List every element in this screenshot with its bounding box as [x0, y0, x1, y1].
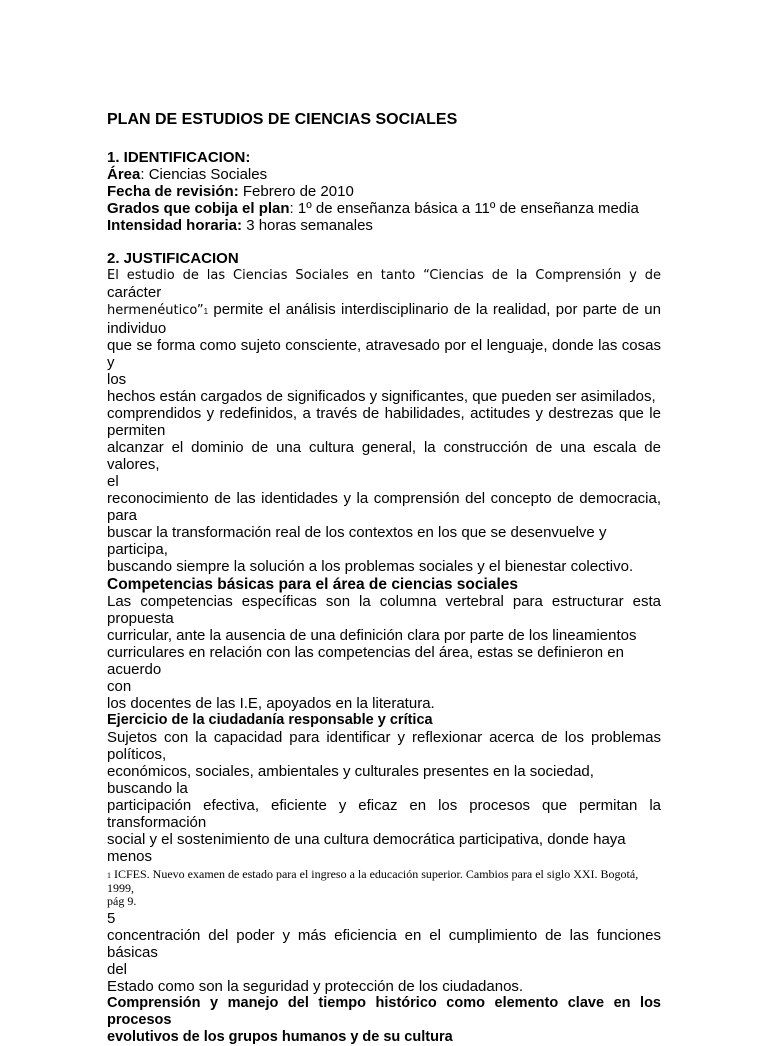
text-line: transformación: [107, 814, 207, 831]
text-line: permiten: [107, 422, 166, 439]
intensidad-value: 3 horas semanales: [242, 217, 373, 234]
fecha-label: Fecha de revisión:: [107, 183, 239, 200]
text-line: propuesta: [107, 610, 174, 627]
text-line: individuo: [107, 320, 167, 337]
text-line: los: [107, 371, 127, 388]
justification-heading: 2. JUSTIFICACION: [107, 250, 239, 267]
document-body: [107, 110, 661, 1046]
text-line: [107, 301, 661, 320]
justification-section: [107, 250, 661, 575]
text-fragment: permite el análisis interdisciplinario de la realidad, por parte de un: [208, 301, 661, 318]
footnote-line: [107, 868, 661, 882]
text-line: políticos,: [107, 746, 167, 763]
ejercicio-section: [107, 712, 661, 865]
text-line: el: [107, 473, 119, 490]
area-value: : Ciencias Sociales: [140, 166, 268, 183]
text-line: El estudio de las Ciencias Sociales en tanto “Ciencias de la Comprensión y de: [107, 268, 661, 283]
ejercicio-heading: Ejercicio de la ciudadanía responsable y crítica: [107, 712, 433, 728]
text-line: concentración del poder y más eficiencia en el cumplimiento de las funciones básicas: [107, 927, 661, 961]
identification-section: [107, 149, 661, 234]
footnote: [107, 868, 661, 908]
grados-value: : 1º de enseñanza básica a 11º de enseñanza media: [289, 200, 639, 217]
comprension-heading-line: evolutivos de los grupos humanos y de su cultura: [107, 1029, 453, 1045]
text-line: social y el sostenimiento de una cultura democrática participativa, donde haya menos: [107, 831, 626, 865]
fecha-value: Febrero de 2010: [238, 183, 354, 200]
grados-label: Grados que cobija el plan: [107, 200, 290, 217]
text-line: los docentes de las I.E, apoyados en la literatura.: [107, 695, 435, 712]
text-line: que se forma como sujeto consciente, atravesado por el lenguaje, donde las cosas y: [107, 337, 661, 371]
intensidad-line: [107, 217, 661, 234]
comprension-section: [107, 995, 661, 1046]
area-line: [107, 166, 661, 183]
text-line: económicos, sociales, ambientales y culturales presentes en la sociedad, buscando la: [107, 763, 594, 797]
area-label: Área: [107, 166, 141, 183]
text-line: buscando siempre la solución a los problemas sociales y el bienestar colectivo.: [107, 558, 634, 575]
document-title: PLAN DE ESTUDIOS DE CIENCIAS SOCIALES: [107, 111, 458, 128]
footnote-line: pág 9.: [107, 894, 137, 908]
continuation-section: [107, 927, 661, 995]
comprension-heading-line: Comprensión y manejo del tiempo histórico como elemento clave en los: [107, 995, 661, 1011]
text-line: carácter: [107, 284, 162, 301]
text-line: reconocimiento de las identidades y la comprensión del concepto de democracia, para: [107, 490, 661, 524]
footnote-ref: 1: [203, 307, 209, 316]
page-number: 5: [107, 910, 116, 927]
text-line: con: [107, 678, 132, 695]
text-line: hechos están cargados de significados y significantes, que pueden ser asimilados,: [107, 388, 656, 405]
grados-line: [107, 200, 661, 217]
text-line: Estado como son la seguridad y protección de los ciudadanos.: [107, 978, 524, 995]
text-line: del: [107, 961, 128, 978]
text-line: comprendidos y redefinidos, a través de habilidades, actitudes y destrezas que le: [107, 405, 661, 422]
text-line: buscar la transformación real de los contextos en los que se desenvuelve y participa,: [107, 524, 607, 558]
text-line: Sujetos con la capacidad para identificar y reflexionar acerca de los problemas: [107, 729, 661, 746]
competencias-heading: Competencias básicas para el área de ciencias sociales: [107, 576, 518, 593]
text-line: curricular, ante la ausencia de una definición clara por parte de los lineamientos: [107, 627, 637, 644]
footnote-text: ICFES. Nuevo examen de estado para el ingreso a la educación superior. Cambios para el siglo XXI. Bogotá,: [111, 867, 639, 881]
comprension-heading-line: procesos: [107, 1012, 172, 1028]
text-line: alcanzar el dominio de una cultura general, la construcción de una escala de valores,: [107, 439, 661, 473]
text-line: Las competencias específicas son la columna vertebral para estructurar esta: [107, 593, 661, 610]
identification-heading: 1. IDENTIFICACION:: [107, 149, 251, 166]
fecha-line: [107, 183, 661, 200]
text-line: participación efectiva, eficiente y eficaz en los procesos que permitan la: [107, 797, 661, 814]
footnote-number: 1: [107, 871, 111, 880]
intensidad-label: Intensidad horaria:: [107, 217, 243, 234]
footnote-line: 1999,: [107, 881, 134, 895]
text-line: curriculares en relación con las competencias del área, estas se definieron en acuerdo: [107, 644, 624, 678]
text-fragment: hermenéutico”: [107, 303, 204, 318]
competencias-section: [107, 576, 661, 712]
